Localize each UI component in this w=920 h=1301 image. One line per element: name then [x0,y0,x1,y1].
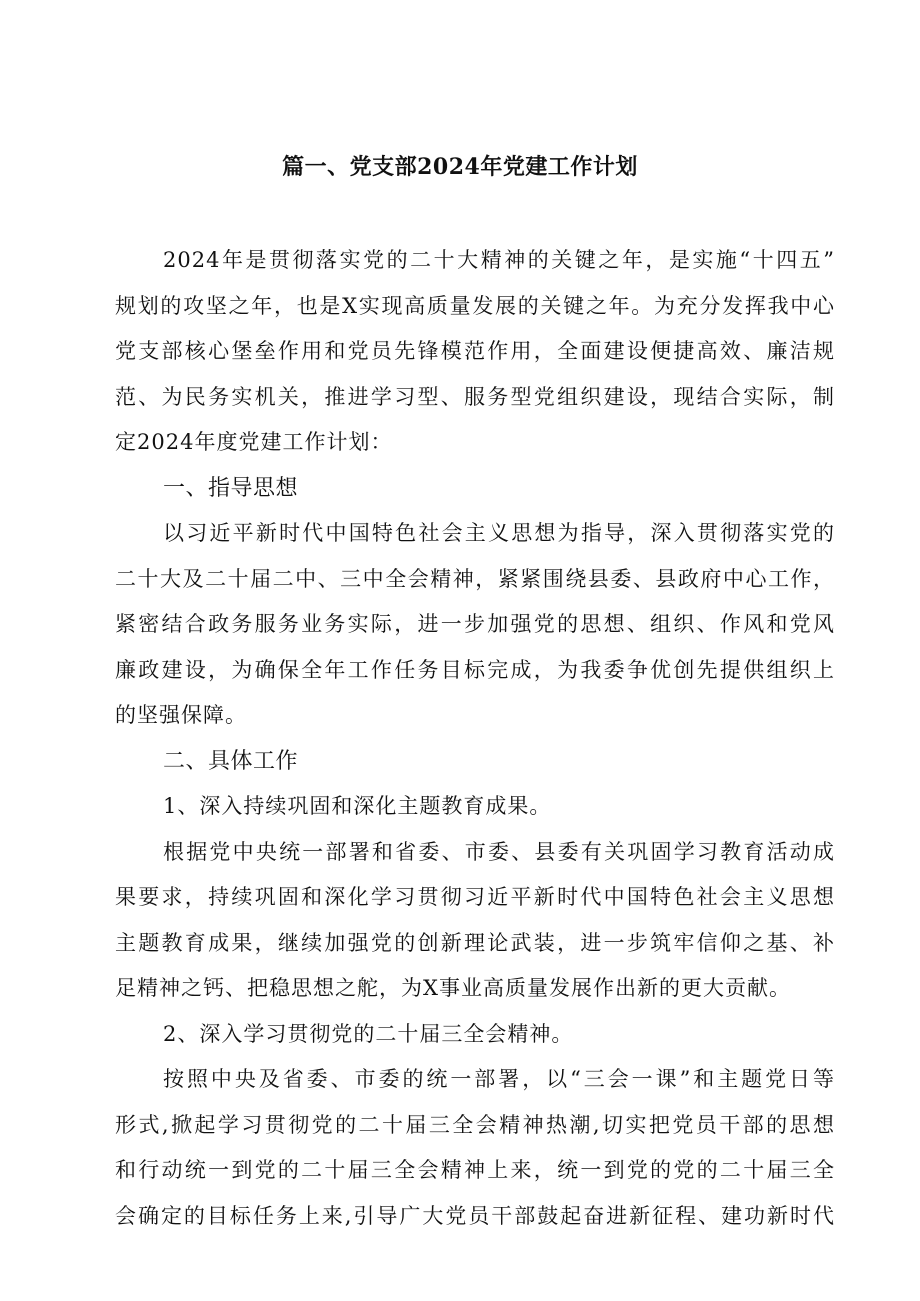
paragraph-line: 足精神之钙、把稳思想之舵，为X事业高质量发展作出新的更大贡献。 [115,976,791,1000]
paragraph-line: 按照中央及省委、市委的统一部署，以“三会一课”和主题党日等 [163,1067,835,1091]
item-heading: 2、深入学习贯彻党的二十届三全会精神。 [163,1021,574,1046]
section-heading: 一、指导思想 [163,475,299,501]
item-heading: 1、深入持续巩固和深化主题教育成果。 [163,794,552,818]
document-body [115,238,835,1239]
paragraph-line: 紧密结合政务服务业务实际，进一步加强党的思想、组织、作风和党风 [115,612,835,636]
paragraph-line: 范、为民务实机关，推进学习型、服务型党组织建设，现结合实际，制 [115,384,835,409]
paragraph-line: 根据党中央统一部署和省委、市委、县委有关巩固学习教育活动成 [163,839,835,864]
paragraph-line: 会确定的目标任务上来,引导广大党员干部鼓起奋进新征程、建功新时代 [115,1203,835,1228]
paragraph-line: 形式,掀起学习贯彻党的二十届三全会精神热潮,切实把党员干部的思想 [115,1112,835,1137]
paragraph-line: 二十大及二十届二中、三中全会精神，紧紧围绕县委、县政府中心工作， [115,566,835,591]
paragraph-line: 党支部核心堡垒作用和党员先锋模范作用，全面建设便捷高效、廉洁规 [115,339,835,363]
paragraph-line: 果要求，持续巩固和深化学习贯彻习近平新时代中国特色社会主义思想 [115,885,835,909]
paragraph-line: 2024年是贯彻落实党的二十大精神的关键之年，是实施“十四五” [163,248,835,272]
paragraph-line: 定2024年度党建工作计划： [115,430,393,454]
paragraph-line: 的坚强保障。 [115,703,247,727]
document-title: 篇一、党支部2024年党建工作计划 [282,154,638,180]
paragraph-line: 规划的攻坚之年，也是X实现高质量发展的关键之年。为充分发挥我中心 [115,293,835,318]
paragraph-line: 和行动统一到党的二十届三全会精神上来，统一到党的党的二十届三全 [115,1158,835,1182]
paragraph-line: 主题教育成果，继续加强党的创新理论武装，进一步筑牢信仰之基、补 [115,930,835,955]
paragraph-line: 廉政建设，为确保全年工作任务目标完成，为我委争优创先提供组织上 [115,657,835,682]
section-heading: 二、具体工作 [163,748,299,774]
paragraph-line: 以习近平新时代中国特色社会主义思想为指导，深入贯彻落实党的 [163,521,835,545]
